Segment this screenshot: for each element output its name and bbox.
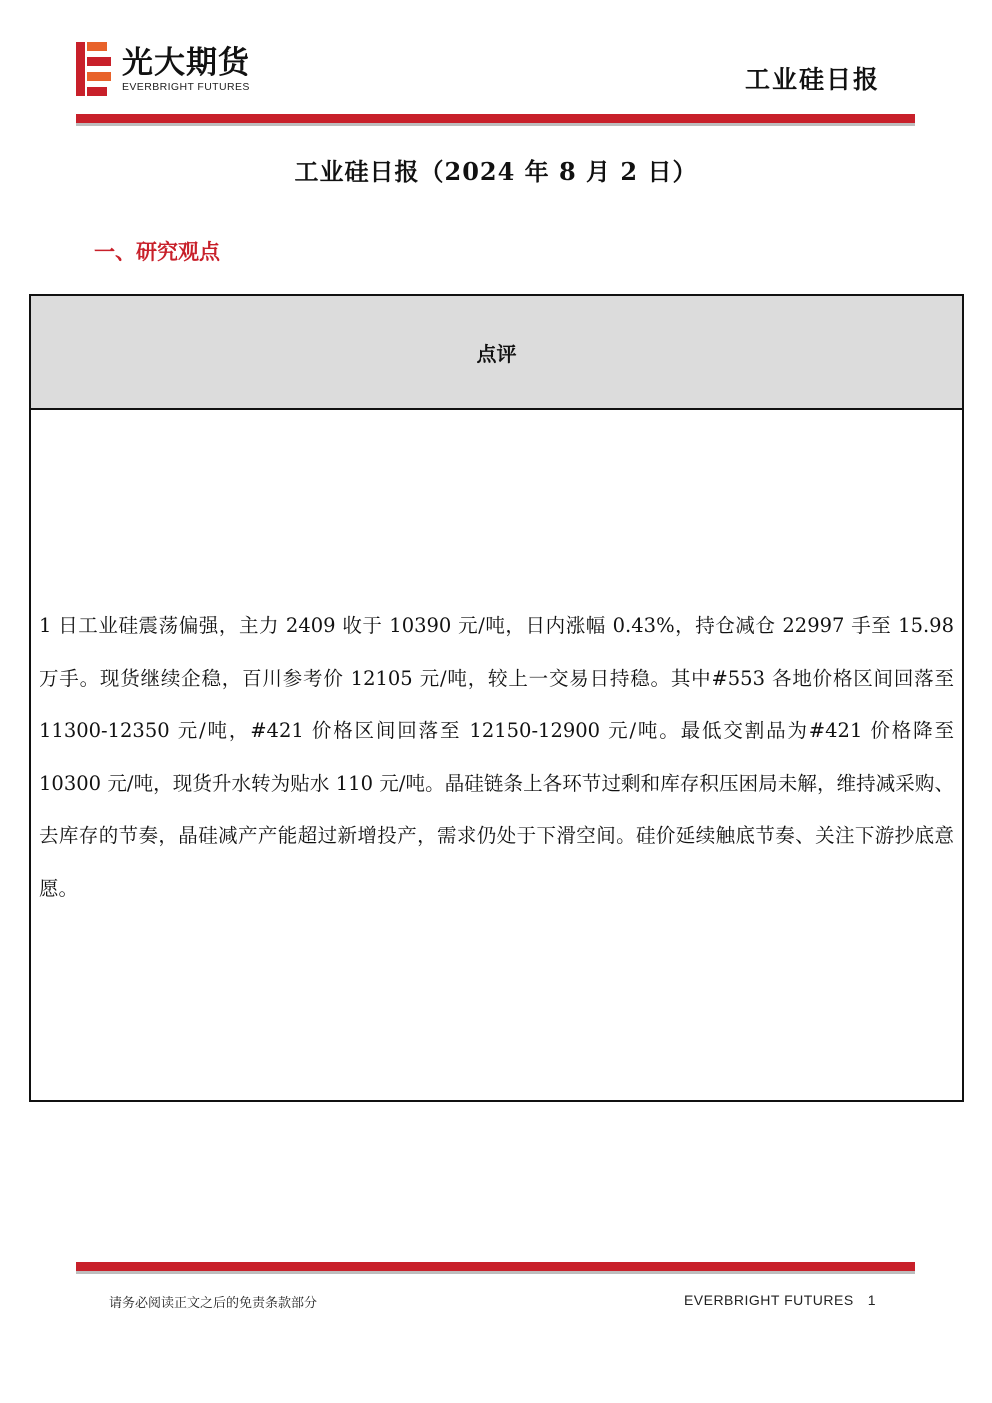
comment-table <box>29 294 964 1102</box>
logo-english-name: EVERBRIGHT FUTURES <box>122 81 250 93</box>
footer-company <box>684 1292 876 1308</box>
document-title: 工业硅日报（2024 年 8 月 2 日） <box>294 157 698 186</box>
report-type-title: 工业硅日报 <box>744 65 880 94</box>
footer-divider <box>76 1262 915 1274</box>
company-logo <box>76 42 286 98</box>
comment-header-label: 点评 <box>476 341 517 366</box>
comment-table-header <box>31 296 962 410</box>
footer-disclaimer: 请务必阅读正文之后的免责条款部分 <box>109 1296 318 1311</box>
footer-company-name: EVERBRIGHT FUTURES <box>683 1292 854 1308</box>
section-heading: 一、研究观点 <box>94 239 220 264</box>
logo-chinese-name: 光大期货 <box>122 45 250 81</box>
comment-body-text: 1 日工业硅震荡偏强，主力 2409 收于 10390 元/吨，日内涨幅 0.43%，持仓减仓 22997 手至 15.98 万手。现货继续企稳，百川参考价 12105 元/吨，较上一交易日持稳。其中#553 各地价格区间回落至 11300-12350 元/吨，#421 价格区间回落至 12150-12900 元/吨。最低交割品为#421 价格降至 10300 元/吨，现货升水转为贴水 110 元/吨。晶硅链条上各环节过剩和库存积压困局未解，维持减采购、去库存的节奏，晶硅减产产能超过新增投产，需求仍处于下滑空间。硅价延续触底节奏、关注下游抄底意愿。 <box>39 614 954 900</box>
page-number: 1 <box>867 1292 876 1308</box>
everbright-logo-icon <box>76 42 114 96</box>
header-divider <box>76 114 915 126</box>
